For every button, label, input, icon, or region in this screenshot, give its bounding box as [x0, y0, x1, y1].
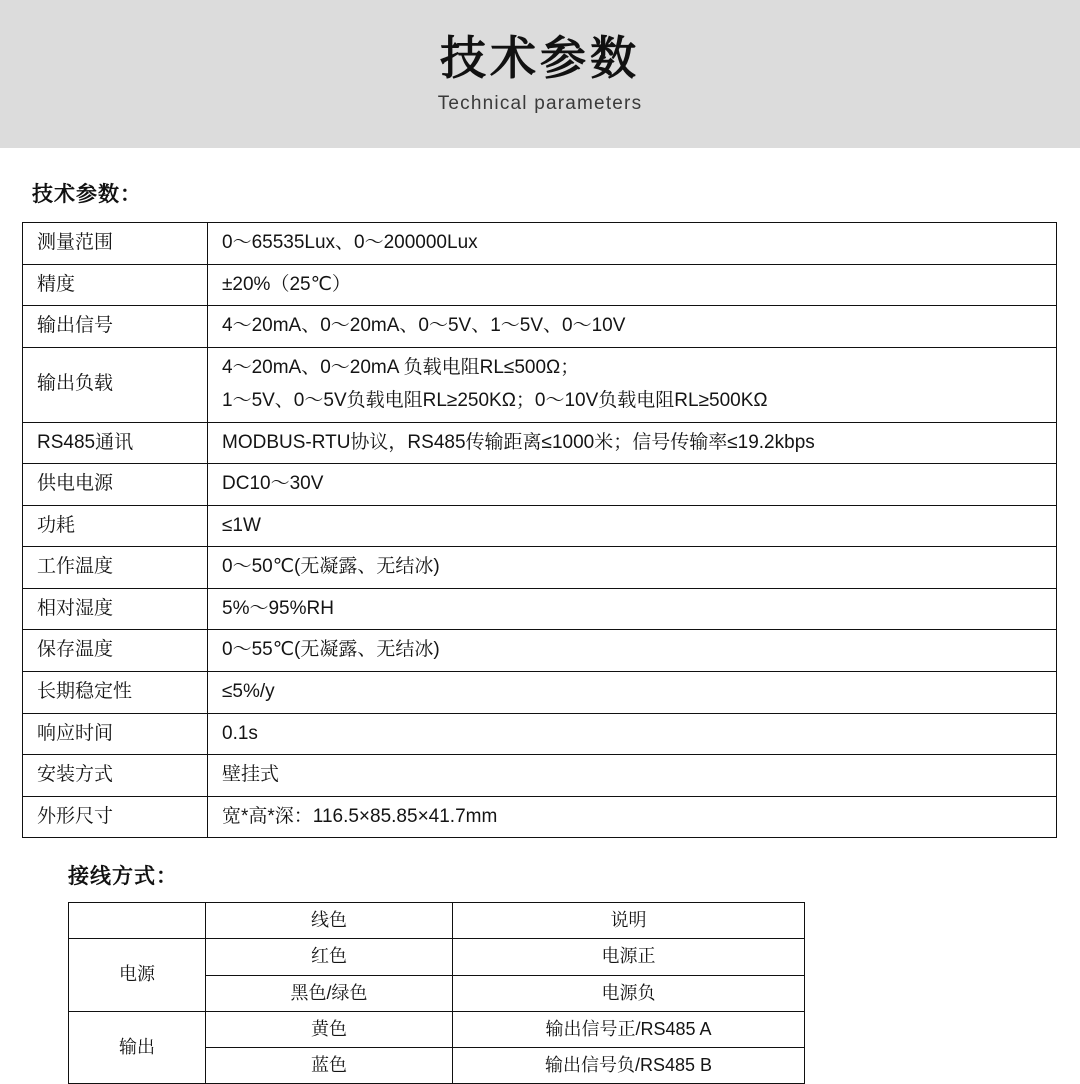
spec-table [22, 222, 1057, 838]
spec-key: 功耗 [23, 505, 208, 547]
wiring-desc: 输出信号负/RS485 B [453, 1047, 805, 1083]
wiring-header-color: 线色 [206, 903, 453, 939]
spec-value: 0～50℃(无凝露、无结冰) [208, 547, 1057, 589]
wiring-desc: 电源负 [453, 975, 805, 1011]
page-banner [0, 0, 1080, 148]
table-row [23, 796, 1057, 838]
wiring-color: 黄色 [206, 1011, 453, 1047]
spec-value [208, 347, 1057, 422]
spec-value-line1: 4～20mA、0～20mA 负载电阻RL≤500Ω； [222, 356, 580, 378]
wiring-header-desc: 说明 [453, 903, 805, 939]
spec-value: 4～20mA、0～20mA、0～5V、1～5V、0～10V [208, 306, 1057, 348]
spec-value: 宽*高*深：116.5×85.85×41.7mm [208, 796, 1057, 838]
table-row [23, 505, 1057, 547]
spec-value: 5%～95%RH [208, 588, 1057, 630]
table-row [23, 755, 1057, 797]
spec-key: 安装方式 [23, 755, 208, 797]
spec-value: DC10～30V [208, 464, 1057, 506]
spec-key: 响应时间 [23, 713, 208, 755]
spec-value: 0.1s [208, 713, 1057, 755]
spec-value: 0～55℃(无凝露、无结冰) [208, 630, 1057, 672]
spec-value: ±20%（25℃） [208, 264, 1057, 306]
table-row [23, 630, 1057, 672]
wiring-group-name: 电源 [69, 939, 206, 1011]
wiring-color: 黑色/绿色 [206, 975, 453, 1011]
spec-section-label: 技术参数： [32, 183, 142, 206]
spec-key: 工作温度 [23, 547, 208, 589]
wiring-section-label: 接线方式： [68, 865, 178, 889]
table-row [69, 1011, 805, 1047]
spec-value-line2: 1～5V、0～5V负载电阻RL≥250KΩ；0～10V负载电阻RL≥500KΩ [222, 390, 768, 412]
table-row [23, 464, 1057, 506]
spec-key: 相对湿度 [23, 588, 208, 630]
spec-value: MODBUS-RTU协议，RS485传输距离≤1000米；信号传输率≤19.2kbps [208, 422, 1057, 464]
spec-value: ≤1W [208, 505, 1057, 547]
wiring-header-blank [69, 903, 206, 939]
spec-key: 精度 [23, 264, 208, 306]
wiring-color: 红色 [206, 939, 453, 975]
spec-value: 壁挂式 [208, 755, 1057, 797]
spec-key: 输出信号 [23, 306, 208, 348]
table-row [23, 713, 1057, 755]
wiring-desc: 电源正 [453, 939, 805, 975]
wiring-color: 蓝色 [206, 1047, 453, 1083]
table-row [23, 588, 1057, 630]
spec-key: 外形尺寸 [23, 796, 208, 838]
table-row [23, 422, 1057, 464]
table-row [23, 306, 1057, 348]
banner-title: 技术参数 [440, 32, 640, 85]
spec-value: ≤5%/y [208, 672, 1057, 714]
spec-key: 保存温度 [23, 630, 208, 672]
wiring-group-name: 输出 [69, 1011, 206, 1083]
banner-subtitle: Technical parameters [437, 92, 643, 114]
table-header-row [69, 903, 805, 939]
table-row [23, 672, 1057, 714]
table-row [23, 264, 1057, 306]
spec-key: 输出负载 [23, 347, 208, 422]
table-row [23, 547, 1057, 589]
table-row [23, 347, 1057, 422]
table-row [23, 223, 1057, 265]
spec-key: 供电电源 [23, 464, 208, 506]
table-row [69, 939, 805, 975]
spec-key: RS485通讯 [23, 422, 208, 464]
spec-key: 长期稳定性 [23, 672, 208, 714]
wiring-table [68, 902, 805, 1084]
wiring-desc: 输出信号正/RS485 A [453, 1011, 805, 1047]
spec-value: 0～65535Lux、0～200000Lux [208, 223, 1057, 265]
spec-key: 测量范围 [23, 223, 208, 265]
